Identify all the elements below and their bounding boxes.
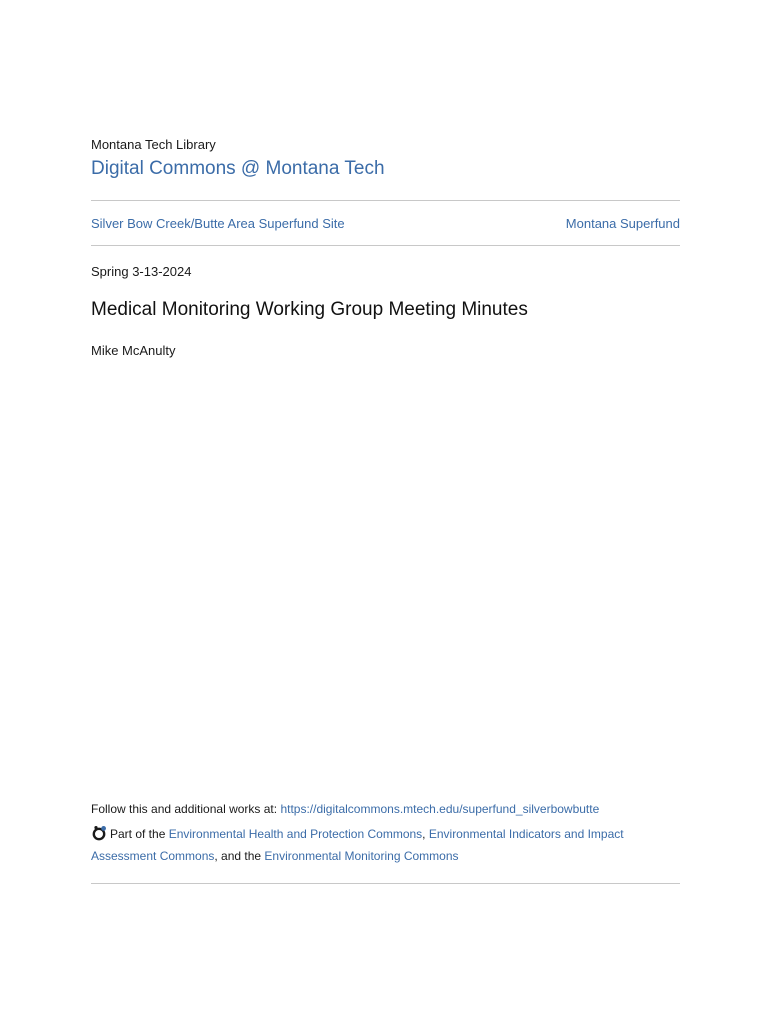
cover-page (91, 0, 680, 1024)
collection-url-link[interactable]: https://digitalcommons.mtech.edu/superfund_silverbowbutte (280, 802, 600, 816)
separator-text: , and the (214, 849, 265, 863)
follow-line (91, 802, 599, 816)
commons-link-environmental-monitoring[interactable]: Environmental Monitoring Commons (264, 849, 459, 863)
document-title: Medical Monitoring Working Group Meeting Minutes (91, 299, 528, 320)
part-of-text: Part of the (110, 827, 169, 841)
part-of-line (91, 823, 680, 867)
collection-link-montana-superfund[interactable]: Montana Superfund (565, 216, 680, 231)
follow-text: Follow this and additional works at: (91, 802, 281, 816)
divider-top (91, 200, 680, 201)
publication-date: Spring 3-13-2024 (91, 264, 192, 279)
repository-link[interactable]: Digital Commons @ Montana Tech (91, 158, 385, 179)
commons-link-environmental-indicators[interactable]: Environmental Indicators and Impact Assessment Commons (91, 827, 624, 863)
collection-link-silver-bow[interactable]: Silver Bow Creek/Butte Area Superfund Site (91, 216, 345, 231)
author-name: Mike McAnulty (91, 343, 176, 358)
commons-link-environmental-health[interactable]: Environmental Health and Protection Commons (168, 827, 423, 841)
library-name: Montana Tech Library (91, 137, 216, 152)
divider-bottom (91, 883, 680, 884)
network-icon (91, 825, 107, 841)
divider-middle (91, 245, 680, 246)
separator-text: , (422, 827, 429, 841)
